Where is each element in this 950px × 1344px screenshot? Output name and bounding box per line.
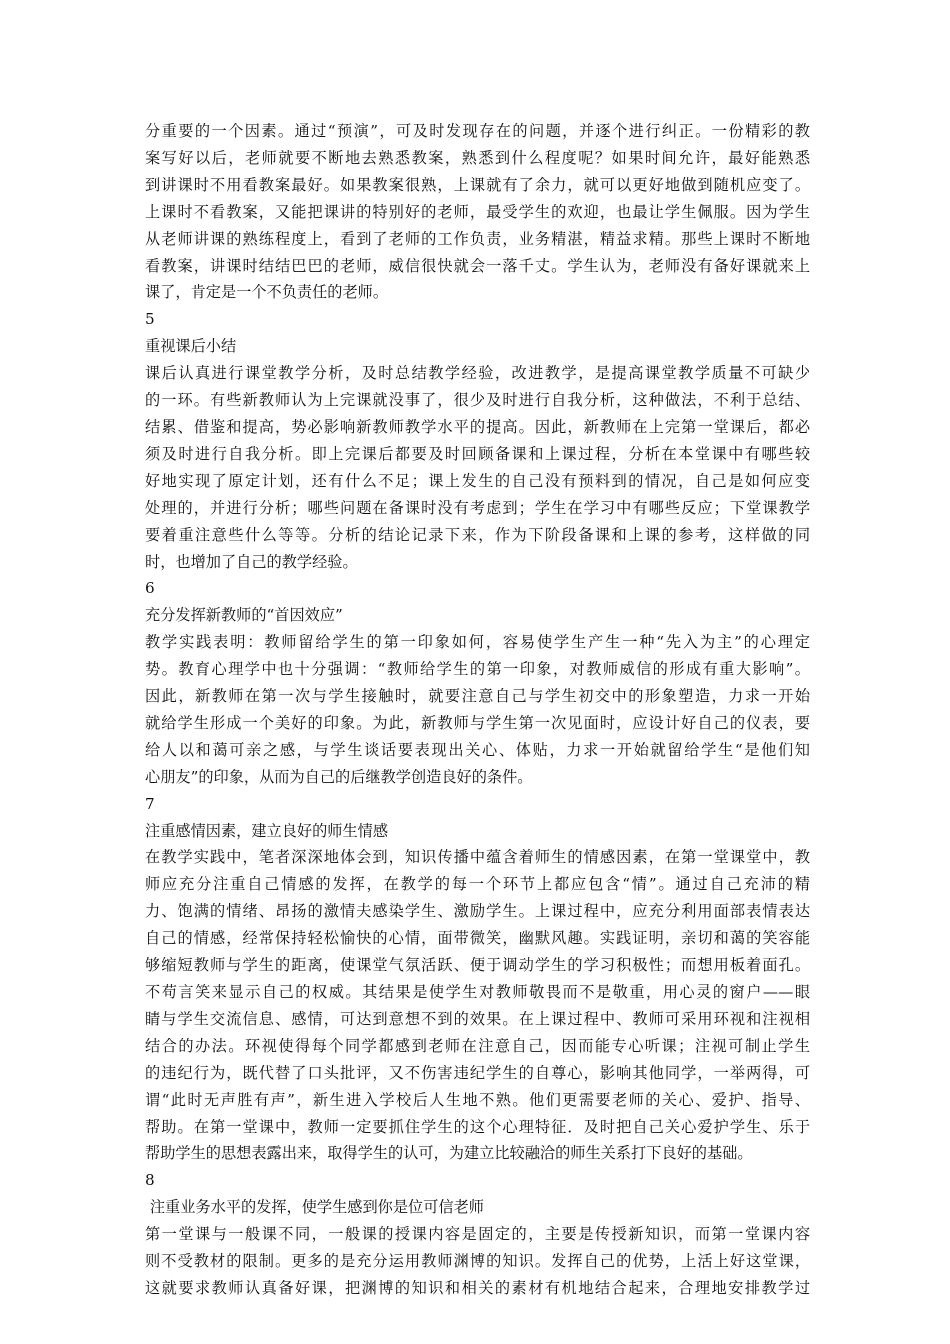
text-line: 好地实现了原定计划，还有什么不足；课上发生的自己没有预料到的情况，自己是如何应变: [145, 471, 810, 490]
paragraph: [145, 118, 810, 306]
text-line: 这就要求教师认真备好课，把渊博的知识和相关的素材有机地结合起来，合理地安排教学过: [145, 1278, 810, 1297]
text-line: 心朋友”的印象，从而为自己的后继教学创造良好的条件。: [145, 767, 533, 786]
section-number: 7: [145, 794, 155, 813]
text-line: 到讲课时不用看教案最好。如果教案很熟，上课就有了余力，就可以更好地做到随机应变了。: [145, 175, 810, 194]
document-page: [145, 118, 810, 1302]
text-line: 帮助。在第一堂课中，教师一定要抓住学生的这个心理特征．及时把自己关心爱护学生、乐于: [145, 1117, 810, 1136]
paragraph: [145, 360, 810, 575]
text-line: 的违纪行为，既代替了口头批评，又不伤害违纪学生的自尊心，影响其他同学，一举两得，可: [145, 1063, 810, 1082]
text-line: 结合的办法。环视使得每个同学都感到老师在注意自己，因而能专心听课；注视可制止学生: [145, 1036, 810, 1055]
paragraph: [145, 844, 810, 1167]
text-line: 力、饱满的情绪、昂扬的激情夫感染学生、激励学生。上课过程中，应充分利用面部表情表达: [145, 902, 810, 921]
text-line: 给人以和蔼可亲之感，与学生谈话要表现出关心、体贴，力求一开始就留给学生“是他们知: [145, 740, 810, 759]
text-line: 在教学实践中，笔者深深地体会到，知识传播中蕴含着师生的情感因素，在第一堂课堂中，教: [145, 848, 810, 867]
text-line: 睛与学生交流信息、感情，可达到意想不到的效果。在上课过程中、教师可采用环视和注视相: [145, 1009, 810, 1028]
text-line: 教学实践表明：教师留给学生的第一印象如何，容易使学生产生一种“先入为主”的心理定: [145, 633, 810, 652]
text-line: 自己的情感，经常保持轻松愉快的心情，面带微笑，幽默风趣。实践证明，亲切和蔼的笑容能: [145, 929, 810, 948]
text-line: 不苟言笑来显示自己的权威。其结果是使学生对教师敬畏而不是敬重，用心灵的窗户——眼: [145, 983, 810, 1001]
text-line: 结累、借鉴和提高，势必影响新教师教学水平的提高。因此，新教师在上完第一堂课后，都必: [145, 417, 810, 436]
text-line: 要着重注意些什么等等。分析的结论记录下来，作为下阶段备课和上课的参考，这样做的同: [145, 525, 810, 544]
section-heading: 充分发挥新教师的“首因效应”: [145, 606, 343, 625]
text-line: 课后认真进行课堂教学分析，及时总结教学经验，改进教学，是提高课堂教学质量不可缺少: [145, 364, 810, 383]
text-line: 从老师讲课的熟练程度上，看到了老师的工作负责，业务精湛，精益求精。那些上课时不断地: [145, 229, 810, 248]
section-heading: 注重业务水平的发挥，使学生感到你是位可信老师: [145, 1198, 484, 1217]
text-line: 因此，新教师在第一次与学生接触时，就要注意自己与学生初交中的形象塑造，力求一开始: [145, 687, 810, 706]
text-line: 看教案，讲课时结结巴巴的老师，威信很快就会一落千丈。学生认为，老师没有备好课就来上: [145, 256, 810, 275]
text-line: 谓“此时无声胜有声”，新生进入学校后人生地不熟。他们更需要老师的关心、爱护、指导、: [145, 1090, 810, 1109]
text-line: 够缩短教师与学生的距离，使课堂气氛活跃、便于调动学生的学习积极性；而想用板着面孔。: [145, 956, 810, 975]
text-line: 课了，肯定是一个不负责任的老师。: [145, 283, 388, 302]
section-heading: 注重感情因素，建立良好的师生情感: [145, 821, 388, 840]
text-line: 的一环。有些新教师认为上完课就没事了，很少及时进行自我分析，这种做法，不利于总结、: [145, 391, 810, 410]
text-line: 势。教育心理学中也十分强调：“教师给学生的第一印象，对教师威信的形成有重大影响”。: [145, 660, 810, 679]
text-line: 时，也增加了自己的教学经验。: [145, 552, 358, 571]
text-line: 分重要的一个因素。通过“预演”，可及时发现存在的问题，并逐个进行纠正。一份精彩的教: [145, 122, 810, 140]
paragraph: [145, 1221, 810, 1302]
text-line: 案写好以后，老师就要不断地去熟悉教案，熟悉到什么程度呢？如果时间允许，最好能熟悉: [145, 148, 810, 167]
text-line: 帮助学生的思想表露出来，取得学生的认可，为建立比较融洽的师生关系打下良好的基础。: [145, 1144, 753, 1163]
text-line: 则不受教材的限制。更多的是充分运用教师渊博的知识。发挥自己的优势，上活上好这堂课，: [145, 1252, 810, 1271]
text-line: 须及时进行自我分析。即上完课后都要及时回顾备课和上课过程，分析在本堂课中有哪些较: [145, 444, 810, 463]
section-number: 8: [145, 1171, 155, 1190]
section-number: 5: [145, 310, 155, 329]
section-heading: 重视课后小结: [145, 337, 237, 356]
text-line: 就给学生形成一个美好的印象。为此，新教师与学生第一次见面时，应设计好自己的仪表，要: [145, 713, 810, 732]
text-line: 第一堂课与一般课不同，一般课的授课内容是固定的，主要是传授新知识，而第一堂课内容: [145, 1225, 810, 1244]
section-number: 6: [145, 579, 155, 598]
paragraph: [145, 629, 810, 790]
text-line: 师应充分注重自己情感的发挥，在教学的每一个环节上都应包含“情”。通过自己充沛的精: [145, 875, 810, 894]
text-line: 上课时不看教案，又能把课讲的特别好的老师，最受学生的欢迎，也最让学生佩服。因为学生: [145, 202, 810, 221]
text-line: 处理的，并进行分析；哪些问题在备课时没有考虑到；学生在学习中有哪些反应；下堂课教学: [145, 498, 810, 517]
